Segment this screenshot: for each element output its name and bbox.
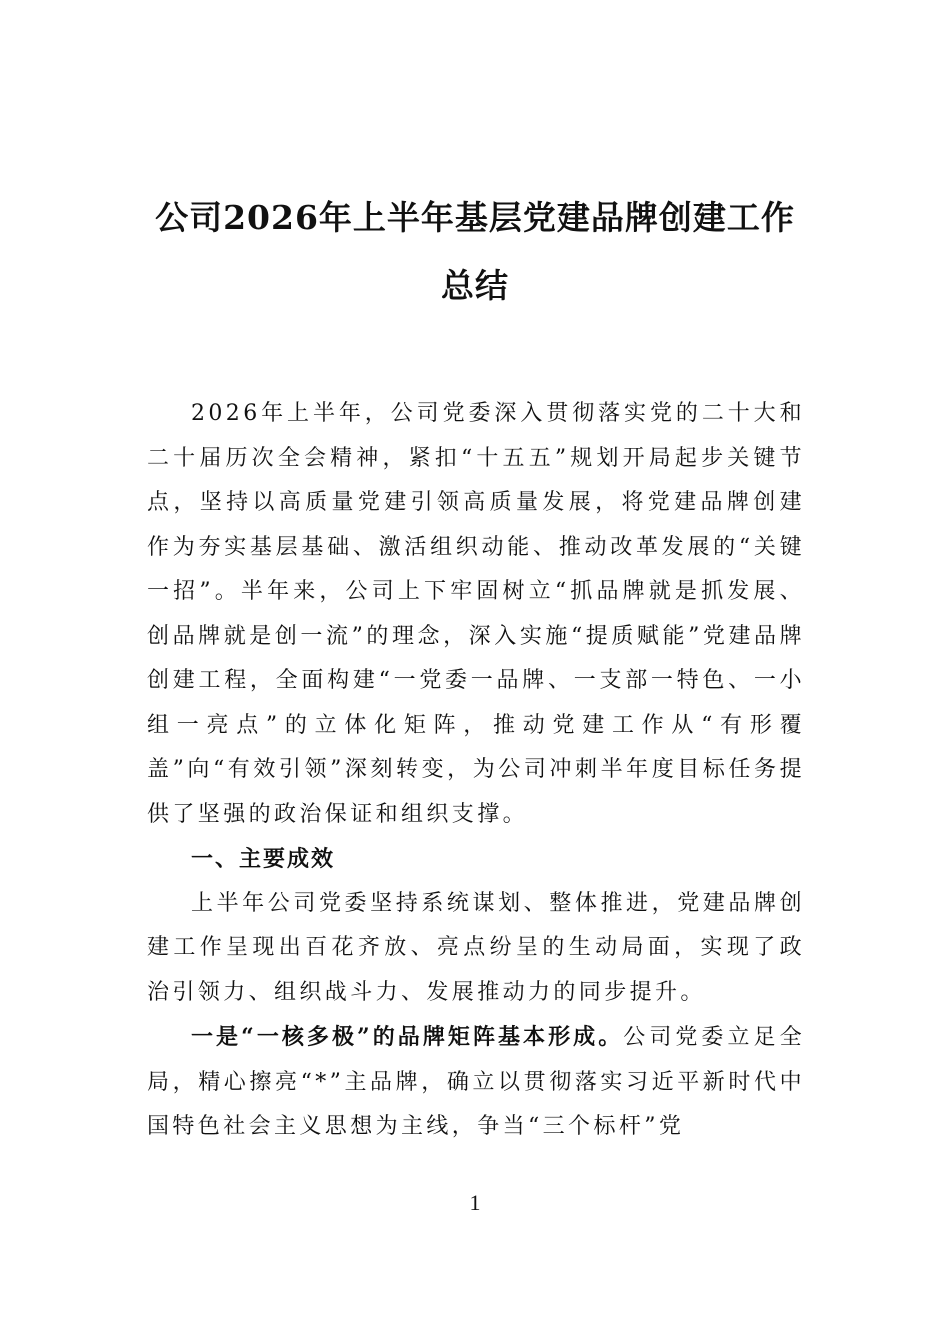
section-paragraph: 上半年公司党委坚持系统谋划、整体推进，党建品牌创建工作呈现出百花齐放、亮点纷呈的生动局面，实现了政治引领力、组织战斗力、发展推动力的同步提升。 bbox=[147, 890, 805, 1005]
page-number: 1 bbox=[469, 1190, 481, 1215]
intro-paragraph: 2026年上半年，公司党委深入贯彻落实党的二十大和二十届历次全会精神，紧扣“十五五”规划开局起步关键节点，坚持以高质量党建引领高质量发展，将党建品牌创建作为夯实基层基础、激活组织动能、推动改革发展的“关键一招”。半年来，公司上下牢固树立“抓品牌就是抓发展、创品牌就是创一流”的理念，深入实施“提质赋能”党建品牌创建工程，全面构建“一党委一品牌、一支部一特色、一小组一亮点”的立体化矩阵，推动党建工作从“有形覆盖”向“有效引领”深刻转变，为公司冲刺半年度目标任务提供了坚强的政治保证和组织支撑。 bbox=[147, 401, 805, 827]
document-body bbox=[147, 392, 805, 1150]
document-title-line-2: 总结 bbox=[441, 266, 509, 305]
section-heading-main-results: 一、主要成效 bbox=[191, 846, 336, 872]
point-paragraph bbox=[147, 1015, 805, 1150]
point-text: 公司党委立足全局，精心擦亮“*”主品牌，确立以贯彻落实习近平新时代中国特色社会主义思想为主线，争当“三个标杆”党 bbox=[147, 1025, 805, 1139]
document-title-line-1: 公司2026年上半年基层党建品牌创建工作 bbox=[155, 198, 795, 237]
point-lead: 一是“一核多极”的品牌矩阵基本形成。 bbox=[191, 1024, 624, 1050]
